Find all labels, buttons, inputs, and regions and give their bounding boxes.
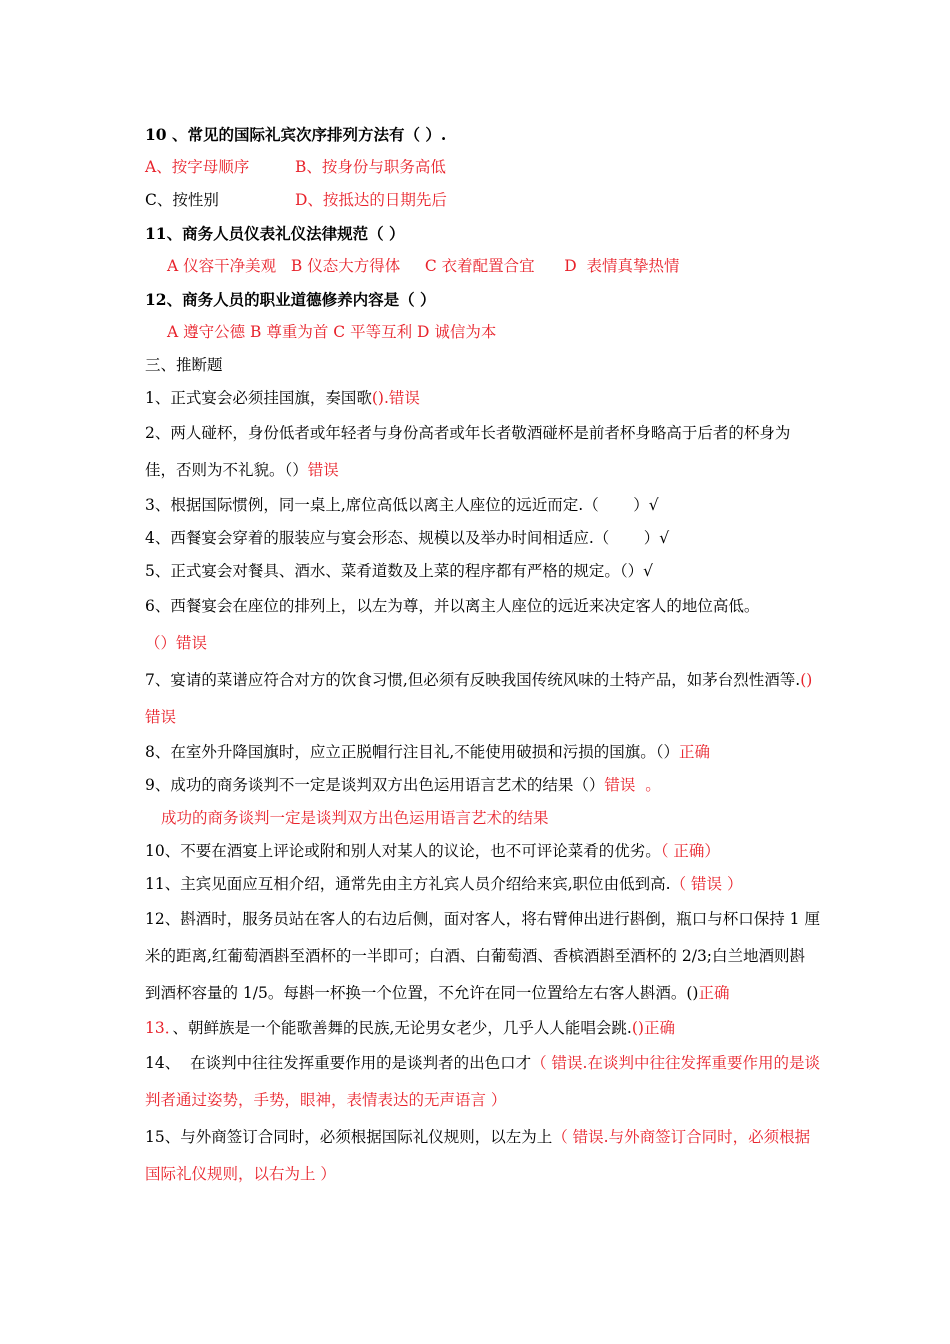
judge-number: 13． [145, 1019, 173, 1037]
judge-answer: 错误 [307, 461, 339, 479]
judge-answer: （）错误 [145, 634, 208, 652]
question-10-options-cd [145, 184, 820, 217]
judge-answer: 正确 [679, 743, 711, 761]
judge-answer: 正确 [698, 984, 730, 1002]
judge-item-11: 11、主宾见面应互相介绍，通常先由主方礼宾人员介绍给来宾,职位由低到高.（ 错误 ） [145, 875, 743, 893]
judge-answer: ().错误 [371, 389, 420, 407]
judge-item-3: 3、根据国际惯例，同一桌上,席位高低以离主人座位的远近而定.（ ）√ [145, 496, 659, 514]
judge-item-9: 9、成功的商务谈判不一定是谈判双方出色运用语言艺术的结果（）错误 。 [145, 776, 661, 794]
judge-item-12: 12、斟酒时，服务员站在客人的右边后侧，面对客人，将右臂伸出进行斟倒，瓶口与杯口保持 1 厘米的距离,红葡萄酒斟至酒杯的一半即可；白酒、白葡萄酒、香槟酒斟至酒杯的 2/3;白兰地酒则斟到酒杯容量的 1/5。每斟一杯换一个位置，不允许在同一位置给左右客人斟酒。()正确 [145, 910, 820, 1002]
judge-item-10: 10、不要在酒宴上评论或附和别人对某人的议论，也不可评论菜肴的优劣。（ 正确） [145, 842, 720, 860]
judge-answer: ()正确 [631, 1019, 675, 1037]
judge-answer: ()错误 [145, 671, 813, 726]
judge-answer: （ 错误.与外商签订合同时，必须根据国际礼仪规则，以右为上 ） [145, 1128, 811, 1183]
judge-item-9-note: 成功的商务谈判一定是谈判双方出色运用语言艺术的结果 [161, 809, 549, 827]
question-11-options: A 仪容干净美观 B 仪态大方得体 C 衣着配置合宜 D 表情真挚热情 [167, 257, 680, 275]
option-b: B、按身份与职务高低 [295, 158, 446, 176]
option-a: A、按字母顺序 [145, 158, 250, 176]
judge-item-6: 6、西餐宴会在座位的排列上，以左为尊，并以离主人座位的远近来决定客人的地位高低。 （）错误 [145, 597, 760, 652]
judge-answer: （ 错误 ） [670, 875, 743, 893]
judge-answer: （ 错误.在谈判中往往发挥重要作用的是谈判者通过姿势，手势，眼神，表情表达的无声语言 ） [145, 1054, 820, 1109]
option-c: C、按性别 [145, 191, 219, 209]
question-10-options-ab [145, 151, 820, 184]
section-title: 三、推断题 [145, 356, 223, 374]
question-10-stem: 10 、常见的国际礼宾次序排列方法有（ ）. [145, 125, 447, 144]
judge-item-7: 7、宴请的菜谱应符合对方的饮食习惯,但必须有反映我国传统风味的土特产品，如茅台烈性酒等.()错误 [145, 671, 813, 726]
judge-item-2: 2、两人碰杯，身份低者或年轻者与身份高者或年长者敬酒碰杯是前者杯身略高于后者的杯身为佳，否则为不礼貌。（）错误 [145, 424, 791, 479]
judge-item-8: 8、在室外升降国旗时，应立正脱帽行注目礼,不能使用破损和污损的国旗。（）正确 [145, 743, 711, 761]
judge-item-4: 4、西餐宴会穿着的服装应与宴会形态、规模以及举办时间相适应.（ ）√ [145, 529, 670, 547]
question-12-options: A 遵守公德 B 尊重为首 C 平等互利 D 诚信为本 [167, 323, 497, 341]
document-page [145, 118, 820, 1193]
judge-answer: （ 正确） [660, 842, 720, 860]
option-d: D、按抵达的日期先后 [295, 191, 447, 209]
judge-item-5: 5、正式宴会对餐具、酒水、菜肴道数及上菜的程序都有严格的规定。（）√ [145, 562, 653, 580]
judge-item-1: 1、正式宴会必须挂国旗，奏国歌().错误 [145, 389, 420, 407]
judge-answer: 错误 。 [604, 776, 661, 794]
question-12-stem: 12、商务人员的职业道德修养内容是（ ） [145, 290, 436, 309]
judge-item-13: 13．、朝鲜族是一个能歌善舞的民族,无论男女老少，几乎人人能唱会跳.()正确 [145, 1019, 675, 1037]
judge-item-14: 14、 在谈判中往往发挥重要作用的是谈判者的出色口才（ 错误.在谈判中往往发挥重要作用的是谈判者通过姿势，手势，眼神，表情表达的无声语言 ） [145, 1054, 820, 1109]
judge-item-15: 15、与外商签订合同时，必须根据国际礼仪规则，以左为上（ 错误.与外商签订合同时，必须根据国际礼仪规则，以右为上 ） [145, 1128, 811, 1183]
question-11-stem: 11、商务人员仪表礼仪法律规范（ ） [145, 224, 405, 243]
